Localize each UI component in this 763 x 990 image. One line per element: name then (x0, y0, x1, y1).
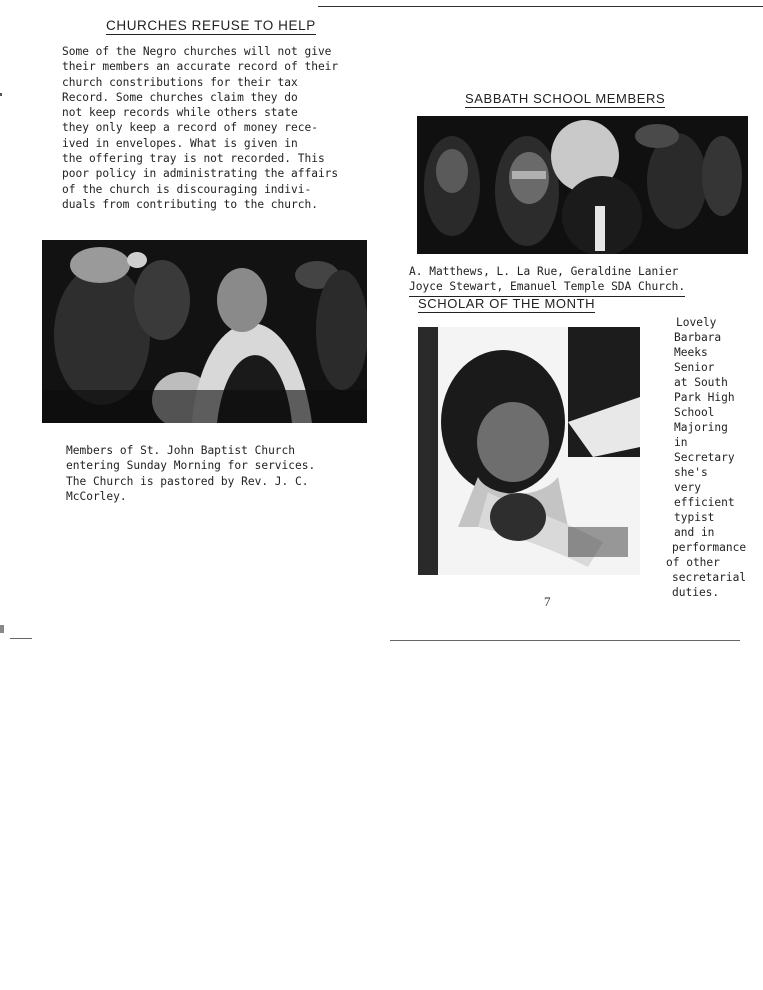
scholar-photo (418, 327, 640, 575)
sabbath-school-photo (417, 116, 748, 254)
article-line: ived in envelopes. What is given in (62, 136, 298, 150)
scan-mark (0, 625, 4, 633)
sabbath-heading: SABBATH SCHOOL MEMBERS (465, 91, 666, 106)
scholar-heading: SCHOLAR OF THE MONTH (418, 296, 596, 311)
description-line: duties. (672, 586, 720, 599)
description-line: and in (674, 526, 715, 539)
article-line: Record. Some churches claim they do (62, 90, 298, 104)
caption-line: The Church is pastored by Rev. J. C. (66, 474, 309, 488)
article-line: duals from contributing to the church. (62, 197, 318, 211)
caption-line: entering Sunday Morning for services. (66, 459, 316, 473)
article-line: their members an accurate record of their (62, 60, 339, 74)
description-line: efficient (674, 496, 735, 509)
caption-line: A. Matthews, L. La Rue, Geraldine Lanier (409, 265, 679, 278)
description-line: Majoring (674, 421, 728, 434)
description-line: Barbara (674, 331, 722, 344)
sabbath-caption (409, 264, 685, 297)
description-line: Meeks (674, 346, 708, 359)
caption-line: Members of St. John Baptist Church (66, 444, 296, 457)
article-line: not keep records while others state (62, 106, 298, 120)
description-line: she's (674, 466, 708, 479)
caption-line: Joyce Stewart, Emanuel Temple SDA Church. (409, 279, 685, 296)
article-body (62, 44, 338, 212)
description-line: secretarial (672, 571, 747, 584)
description-line: typist (674, 511, 715, 524)
article-line: they only keep a record of money rece- (62, 121, 318, 135)
description-line: Secretary (674, 451, 735, 464)
bottom-edge-rule (390, 640, 740, 641)
article-line: the offering tray is not recorded. This (62, 152, 325, 166)
church-entrance-photo (42, 240, 367, 423)
church-photo-caption (66, 443, 315, 504)
description-line: Park High (674, 391, 735, 404)
scholar-description (666, 315, 746, 600)
page-number: 7 (544, 594, 551, 609)
description-line: Senior (674, 361, 715, 374)
description-line: very (674, 481, 701, 494)
description-line: Lovely (676, 316, 717, 329)
article-line: church constributions for their tax (62, 75, 298, 89)
description-line: performance (672, 541, 747, 554)
article-line: of the church is discouraging indivi- (62, 182, 312, 196)
article-line: Some of the Negro churches will not give (62, 45, 332, 58)
article-line: poor policy in administrating the affairs (62, 167, 339, 181)
description-line: of other (666, 556, 720, 569)
description-line: School (674, 406, 715, 419)
caption-line: McCorley. (66, 489, 127, 503)
article-heading: CHURCHES REFUSE TO HELP (106, 18, 316, 33)
scan-mark (0, 93, 2, 96)
top-edge-rule (318, 6, 763, 7)
description-line: at South (674, 376, 728, 389)
description-line: in (674, 436, 688, 449)
bottom-left-rule (10, 638, 32, 639)
